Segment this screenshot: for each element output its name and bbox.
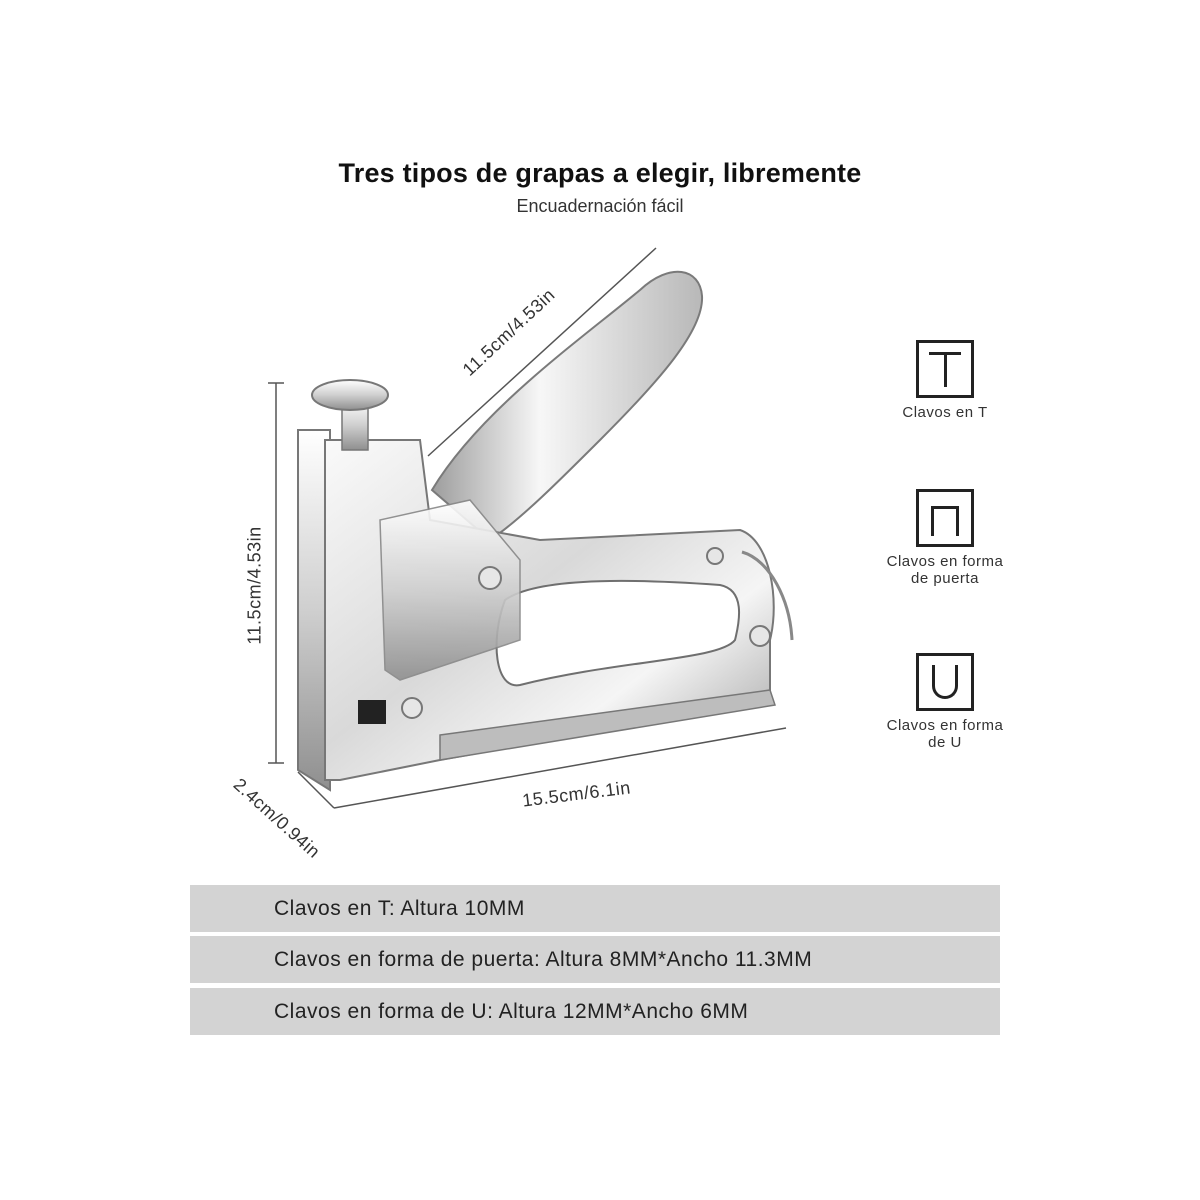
page-subtitle: Encuadernación fácil (516, 196, 684, 216)
staple-type-u-label-line1: Clavos en forma (886, 717, 1004, 734)
staple-type-door-label (860, 553, 1030, 587)
staple-type-door-label-line2: de puerta (911, 570, 979, 587)
door-staple-icon (916, 489, 974, 547)
staple-type-t (860, 340, 1030, 421)
staple-type-u-label-line2: de U (928, 734, 962, 751)
dimension-depth-label: 2.4cm/0.94in (229, 774, 325, 863)
spec-row-door: Clavos en forma de puerta: Altura 8MM*Ancho 11.3MM (190, 936, 1000, 983)
spec-row-t: Clavos en T: Altura 10MM (190, 885, 1000, 932)
dimension-length-label: 15.5cm/6.1in (521, 777, 632, 811)
stapler-knob (312, 380, 388, 410)
staple-type-u (860, 653, 1030, 751)
staple-type-t-label: Clavos en T (902, 404, 988, 421)
t-staple-icon (916, 340, 974, 398)
spec-row-u: Clavos en forma de U: Altura 12MM*Ancho 6MM (190, 988, 1000, 1035)
u-staple-icon (916, 653, 974, 711)
stapler-handle (432, 272, 702, 540)
staple-type-door (860, 489, 1030, 587)
dimension-height-label: 11.5cm/4.53in (244, 526, 265, 645)
dimension-handle-label: 11.5cm/4.53in (458, 284, 559, 380)
staple-type-door-label-line1: Clavos en forma (886, 553, 1004, 570)
staple-type-u-label (860, 717, 1030, 751)
page-title: Tres tipos de grapas a elegir, libremente (338, 158, 862, 188)
